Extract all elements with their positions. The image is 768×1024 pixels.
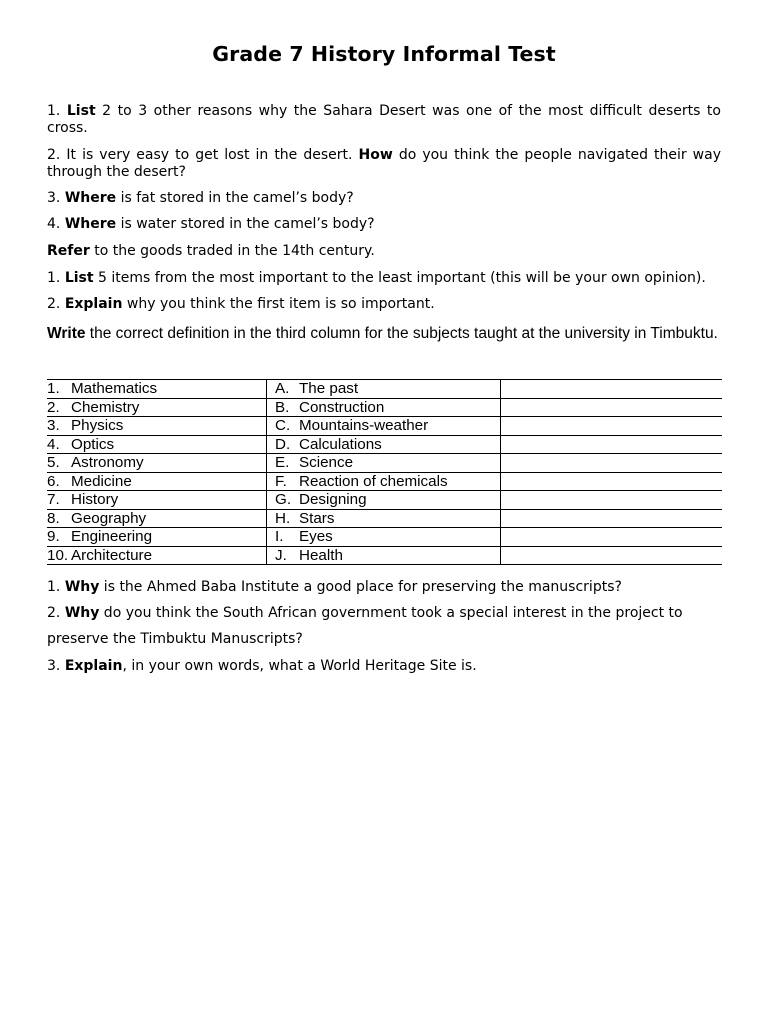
- subject-name: Medicine: [71, 472, 132, 490]
- refer-instruction: Refer to the goods traded in the 14th century.: [47, 243, 375, 259]
- question-sahara: 1. List 2 to 3 other reasons why the Sahara Desert was one of the most difficult deserts to cross.: [47, 103, 721, 136]
- question-camel-fat: 3. Where is fat stored in the camel’s body?: [47, 190, 354, 206]
- subject-number: 1.: [47, 380, 60, 398]
- subject-name: Optics: [71, 435, 115, 453]
- subject-name: Mathematics: [71, 380, 158, 398]
- definition-text: Construction: [299, 398, 385, 416]
- question-navigation: 2. It is very easy to get lost in the desert. How do you think the people navigated their way through the desert?: [47, 147, 721, 180]
- definition-cell: [267, 509, 501, 528]
- answer-cell[interactable]: [501, 509, 722, 528]
- subject-number: 5.: [47, 454, 60, 472]
- answer-cell[interactable]: [501, 472, 722, 491]
- definition-text: Reaction of chemicals: [299, 472, 448, 490]
- subject-cell: [47, 509, 267, 528]
- definition-cell: [267, 546, 501, 565]
- definition-letter: G.: [275, 491, 292, 509]
- question-explain-item: 2. Explain why you think the first item is so important.: [47, 296, 435, 312]
- definition-letter: B.: [275, 398, 290, 416]
- subject-name: History: [71, 491, 119, 509]
- subject-cell: [47, 472, 267, 491]
- answer-cell[interactable]: [501, 546, 722, 565]
- question-ahmed-baba: 1. Why is the Ahmed Baba Institute a good place for preserving the manuscripts?: [47, 579, 622, 595]
- answer-cell[interactable]: [501, 417, 722, 436]
- definition-text: Health: [299, 546, 343, 564]
- table-row: [47, 509, 722, 528]
- subject-number: 2.: [47, 398, 60, 416]
- subject-number: 4.: [47, 435, 60, 453]
- subject-cell: [47, 435, 267, 454]
- subject-cell: [47, 546, 267, 565]
- definition-text: Designing: [299, 491, 367, 509]
- question-world-heritage: 3. Explain, in your own words, what a World Heritage Site is.: [47, 658, 477, 674]
- subject-name: Architecture: [71, 546, 153, 564]
- table-row: [47, 528, 722, 547]
- definition-text: Calculations: [299, 435, 382, 453]
- table-row: [47, 454, 722, 473]
- table-row: [47, 435, 722, 454]
- definition-text: Eyes: [299, 528, 333, 546]
- definition-text: Science: [299, 454, 354, 472]
- subject-number: 7.: [47, 491, 60, 509]
- table-row: [47, 398, 722, 417]
- subject-number: 3.: [47, 417, 60, 435]
- definition-letter: D.: [275, 435, 291, 453]
- table-row: [47, 491, 722, 510]
- definition-cell: [267, 528, 501, 547]
- subject-name: Engineering: [71, 528, 153, 546]
- definition-cell: [267, 435, 501, 454]
- table-row: [47, 417, 722, 436]
- question-camel-water: 4. Where is water stored in the camel’s body?: [47, 216, 375, 232]
- answer-cell[interactable]: [501, 454, 722, 473]
- answer-cell[interactable]: [501, 398, 722, 417]
- definition-letter: H.: [275, 509, 291, 527]
- matching-instruction: Write the correct definition in the third column for the subjects taught at the university in Timbuktu.: [47, 325, 718, 342]
- definition-text: Mountains-weather: [299, 417, 429, 435]
- subject-number: 8.: [47, 509, 60, 527]
- page-title: Grade 7 History Informal Test: [212, 42, 556, 66]
- subject-cell: [47, 380, 267, 399]
- definition-letter: J.: [275, 546, 287, 564]
- answer-cell[interactable]: [501, 491, 722, 510]
- definition-letter: I.: [275, 528, 284, 546]
- definition-text: The past: [299, 380, 359, 398]
- subject-number: 6.: [47, 472, 60, 490]
- subject-name: Geography: [71, 509, 147, 527]
- table-row: [47, 546, 722, 565]
- table-row: [47, 472, 722, 491]
- definition-letter: E.: [275, 454, 290, 472]
- definition-letter: A.: [275, 380, 290, 398]
- definition-text: Stars: [299, 509, 335, 527]
- subject-name: Astronomy: [71, 454, 144, 472]
- answer-cell[interactable]: [501, 435, 722, 454]
- subject-name: Physics: [71, 417, 124, 435]
- definition-cell: [267, 472, 501, 491]
- subject-cell: [47, 417, 267, 436]
- subject-cell: [47, 491, 267, 510]
- definition-letter: C.: [275, 417, 291, 435]
- subject-number: 10.: [47, 546, 69, 564]
- definition-letter: F.: [275, 472, 287, 490]
- definition-cell: [267, 454, 501, 473]
- subject-cell: [47, 528, 267, 547]
- definition-cell: [267, 417, 501, 436]
- table-row: [47, 380, 722, 399]
- answer-cell[interactable]: [501, 528, 722, 547]
- question-south-africa: 2. Why do you think the South African government took a special interest in the project to: [47, 605, 683, 621]
- question-list-goods: 1. List 5 items from the most important to the least important (this will be your own opinion).: [47, 270, 706, 286]
- subject-number: 9.: [47, 528, 60, 546]
- subject-name: Chemistry: [71, 398, 140, 416]
- definition-cell: [267, 491, 501, 510]
- subject-cell: [47, 398, 267, 417]
- question-south-africa-cont: preserve the Timbuktu Manuscripts?: [47, 631, 303, 647]
- definition-cell: [267, 380, 501, 399]
- matching-table: [47, 379, 722, 565]
- subject-cell: [47, 454, 267, 473]
- answer-cell[interactable]: [501, 380, 722, 399]
- definition-cell: [267, 398, 501, 417]
